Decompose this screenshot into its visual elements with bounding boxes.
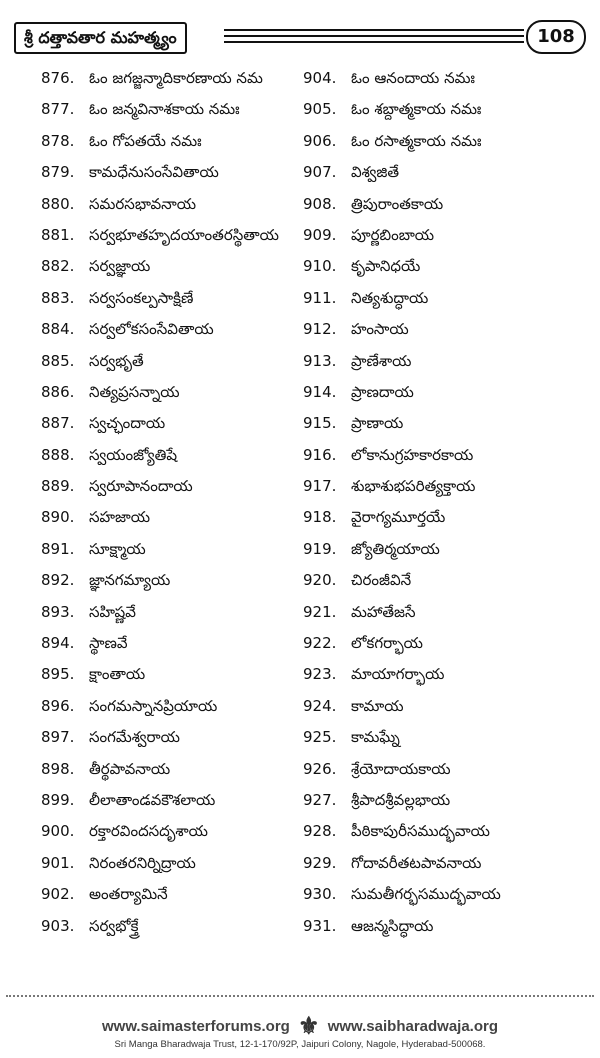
entry-number: 876. xyxy=(41,69,75,87)
entry-text: కామధేనుసంసేవితాయ xyxy=(89,163,219,182)
entry-text: ఓం గోపతయే నమః xyxy=(89,131,202,150)
list-row xyxy=(0,377,600,408)
list-row xyxy=(0,565,600,596)
header-rule xyxy=(224,35,524,37)
page-footer xyxy=(0,1012,600,1050)
entry-text: విశ్వజితే xyxy=(351,163,400,182)
website-link-left[interactable]: www.saimasterforums.org xyxy=(101,1018,290,1035)
entry-number: 922. xyxy=(303,634,337,653)
list-row xyxy=(0,848,600,879)
list-row xyxy=(0,911,600,942)
list-row xyxy=(0,189,600,220)
entry-text: ఓం శబ్దాత్మకాయ నమః xyxy=(351,100,482,119)
entry-text: ప్రాణదాయ xyxy=(351,382,414,401)
name-entry xyxy=(41,659,299,690)
entry-number: 910. xyxy=(303,257,337,276)
entry-text: శ్రీపాదశ్రీవల్లభాయ xyxy=(351,790,451,809)
entry-text: కృపానిధయే xyxy=(351,257,421,276)
entry-number: 921. xyxy=(303,602,337,621)
entry-text: పీఠికాపురీసముద్భవాయ xyxy=(351,822,490,841)
entry-text: శుభాశుభపరిత్యక్తాయ xyxy=(351,477,476,496)
entry-number: 919. xyxy=(303,539,337,558)
names-list xyxy=(0,63,600,942)
name-entry xyxy=(41,283,299,314)
list-row xyxy=(0,408,600,439)
entry-text: జ్యోతిర్మయాయ xyxy=(351,539,440,558)
entry-number: 889. xyxy=(41,477,75,496)
name-entry xyxy=(41,911,299,942)
entry-text: నిత్యశుద్ధాయ xyxy=(351,288,429,307)
entry-text: నిత్యప్రసన్నాయ xyxy=(89,382,180,401)
name-entry xyxy=(303,346,593,377)
entry-text: శ్రేయోదాయకాయ xyxy=(351,759,451,778)
list-row xyxy=(0,346,600,377)
name-entry xyxy=(303,283,593,314)
name-entry xyxy=(303,94,593,125)
entry-number: 929. xyxy=(303,853,337,872)
entry-text: సర్వభోక్త్రే xyxy=(89,916,139,935)
name-entry xyxy=(41,440,299,471)
name-entry xyxy=(41,314,299,345)
name-entry xyxy=(41,157,299,188)
entry-text: ఆజన్మసిద్ధాయ xyxy=(351,916,434,935)
entry-text: అంతర్యామినే xyxy=(89,885,168,904)
entry-number: 877. xyxy=(41,100,75,119)
entry-text: ప్రాణాయ xyxy=(351,414,404,433)
entry-text: నిరంతరనిర్నిద్రాయ xyxy=(89,853,196,872)
name-entry xyxy=(41,722,299,753)
entry-text: వైరాగ్యమూర్తయే xyxy=(351,508,446,527)
name-entry xyxy=(41,63,299,94)
entry-text: కామాయ xyxy=(351,696,404,715)
header-rule xyxy=(224,29,524,31)
name-entry xyxy=(303,440,593,471)
entry-number: 897. xyxy=(41,728,75,747)
entry-text: ఓం రసాత్మకాయ నమః xyxy=(351,131,482,150)
entry-number: 916. xyxy=(303,445,337,464)
entry-number: 901. xyxy=(41,853,75,872)
name-entry xyxy=(303,816,593,847)
entry-number: 925. xyxy=(303,728,337,747)
list-row xyxy=(0,628,600,659)
page-title: శ్రీ దత్తావతార మహత్మ్యం xyxy=(14,22,187,54)
name-entry xyxy=(41,94,299,125)
entry-text: గోదావరీతటపావనాయ xyxy=(351,853,482,872)
list-row xyxy=(0,220,600,251)
entry-number: 914. xyxy=(303,382,337,401)
website-link-right[interactable]: www.saibharadwaja.org xyxy=(327,1018,499,1035)
entry-text: స్వచ్ఛందాయ xyxy=(89,414,166,433)
name-entry xyxy=(303,189,593,220)
name-entry xyxy=(303,848,593,879)
entry-text: సర్వసంకల్పసాక్షిణే xyxy=(89,288,194,307)
entry-text: స్థాణవే xyxy=(89,634,128,653)
entry-text: ప్రాణేశాయ xyxy=(351,351,412,370)
entry-number: 918. xyxy=(303,508,337,527)
page-number: 108 xyxy=(526,20,586,54)
entry-number: 924. xyxy=(303,696,337,715)
entry-number: 886. xyxy=(41,382,75,401)
trust-address: Sri Manga Bharadwaja Trust, 12-1-170/92P, Jaipuri Colony, Nagole, Hyderabad-500068. xyxy=(114,1039,486,1050)
entry-number: 905. xyxy=(303,100,337,119)
entry-text: ఓం జన్మవినాశకాయ నమః xyxy=(89,100,240,119)
entry-number: 900. xyxy=(41,822,75,841)
entry-number: 888. xyxy=(41,445,75,464)
name-entry xyxy=(41,534,299,565)
entry-number: 896. xyxy=(41,696,75,715)
entry-number: 920. xyxy=(303,571,337,590)
footer-divider xyxy=(6,995,594,997)
name-entry xyxy=(303,879,593,910)
name-entry xyxy=(303,911,593,942)
name-entry xyxy=(41,785,299,816)
name-entry xyxy=(41,754,299,785)
entry-text: మహాతేజసే xyxy=(351,602,416,621)
entry-text: ఓం ఆనందాయ నమః xyxy=(351,69,475,87)
name-entry xyxy=(303,597,593,628)
name-entry xyxy=(41,628,299,659)
name-entry xyxy=(303,471,593,502)
list-row xyxy=(0,691,600,722)
name-entry xyxy=(303,534,593,565)
entry-text: సంగమస్నానప్రియాయ xyxy=(89,696,218,715)
entry-text: సర్వజ్ఞాయ xyxy=(89,257,151,276)
entry-number: 892. xyxy=(41,571,75,590)
entry-text: మాయాగర్భాయ xyxy=(351,665,445,684)
list-row xyxy=(0,283,600,314)
entry-text: స్వరూపానందాయ xyxy=(89,477,193,496)
name-entry xyxy=(303,157,593,188)
entry-text: సర్వభృతే xyxy=(89,351,144,370)
name-entry xyxy=(303,722,593,753)
entry-number: 915. xyxy=(303,414,337,433)
name-entry xyxy=(303,502,593,533)
name-entry xyxy=(303,628,593,659)
list-row xyxy=(0,754,600,785)
name-entry xyxy=(303,220,593,251)
entry-number: 907. xyxy=(303,163,337,182)
entry-text: సంగమేశ్వరాయ xyxy=(89,728,180,747)
name-entry xyxy=(41,126,299,157)
fleur-de-lis-icon: ⚜ xyxy=(298,1013,320,1040)
name-entry xyxy=(303,785,593,816)
entry-number: 913. xyxy=(303,351,337,370)
entry-text: ఓం జగజ్జన్మాదికారణాయ నమ xyxy=(89,69,263,87)
name-entry xyxy=(303,314,593,345)
entry-text: తీర్థపావనాయ xyxy=(89,759,171,778)
entry-number: 906. xyxy=(303,131,337,150)
list-row xyxy=(0,816,600,847)
name-entry xyxy=(303,63,593,94)
list-row xyxy=(0,251,600,282)
list-row xyxy=(0,126,600,157)
list-row xyxy=(0,502,600,533)
name-entry xyxy=(41,848,299,879)
entry-number: 927. xyxy=(303,790,337,809)
entry-number: 883. xyxy=(41,288,75,307)
list-row xyxy=(0,659,600,690)
list-row xyxy=(0,722,600,753)
name-entry xyxy=(41,220,299,251)
entry-number: 902. xyxy=(41,885,75,904)
list-row xyxy=(0,597,600,628)
list-row xyxy=(0,314,600,345)
entry-number: 882. xyxy=(41,257,75,276)
entry-text: చిరంజీవినే xyxy=(351,571,412,590)
entry-text: జ్ఞానగమ్యాయ xyxy=(89,571,171,590)
entry-text: సర్వభూతహృదయాంతరస్థితాయ xyxy=(89,225,279,244)
entry-number: 878. xyxy=(41,131,75,150)
name-entry xyxy=(41,189,299,220)
entry-text: రక్తారవిందసదృశాయ xyxy=(89,822,208,841)
list-row xyxy=(0,63,600,94)
list-row xyxy=(0,440,600,471)
entry-number: 880. xyxy=(41,194,75,213)
name-entry xyxy=(41,691,299,722)
entry-text: సర్వలోకసంసేవితాయ xyxy=(89,320,214,339)
entry-text: పూర్ణబింబాయ xyxy=(351,225,435,244)
name-entry xyxy=(41,346,299,377)
entry-number: 930. xyxy=(303,885,337,904)
list-row xyxy=(0,94,600,125)
entry-text: క్షాంతాయ xyxy=(89,665,146,684)
name-entry xyxy=(303,754,593,785)
name-entry xyxy=(303,659,593,690)
name-entry xyxy=(41,565,299,596)
list-row xyxy=(0,785,600,816)
entry-number: 891. xyxy=(41,539,75,558)
list-row xyxy=(0,534,600,565)
entry-number: 895. xyxy=(41,665,75,684)
entry-text: సూక్ష్మాయ xyxy=(89,539,146,558)
entry-number: 893. xyxy=(41,602,75,621)
entry-number: 885. xyxy=(41,351,75,370)
name-entry xyxy=(303,251,593,282)
name-entry xyxy=(41,816,299,847)
list-row xyxy=(0,879,600,910)
entry-text: కామఘ్నే xyxy=(351,728,400,747)
entry-text: సహిష్ణవే xyxy=(89,602,136,621)
name-entry xyxy=(303,691,593,722)
name-entry xyxy=(303,408,593,439)
header-rule xyxy=(224,41,524,43)
name-entry xyxy=(41,251,299,282)
entry-number: 931. xyxy=(303,916,337,935)
name-entry xyxy=(41,502,299,533)
name-entry xyxy=(41,377,299,408)
entry-number: 887. xyxy=(41,414,75,433)
name-entry xyxy=(303,377,593,408)
entry-number: 923. xyxy=(303,665,337,684)
list-row xyxy=(0,157,600,188)
entry-number: 890. xyxy=(41,508,75,527)
entry-number: 909. xyxy=(303,225,337,244)
entry-text: స్వయంజ్యోతిషే xyxy=(89,445,178,464)
page-header xyxy=(14,20,586,54)
name-entry xyxy=(41,471,299,502)
entry-number: 912. xyxy=(303,320,337,339)
entry-text: హంసాయ xyxy=(351,320,409,339)
entry-text: సమరసభావనాయ xyxy=(89,194,196,213)
entry-number: 903. xyxy=(41,916,75,935)
entry-number: 911. xyxy=(303,288,337,307)
entry-number: 926. xyxy=(303,759,337,778)
entry-number: 904. xyxy=(303,69,337,87)
entry-text: లోకగర్భాయ xyxy=(351,634,423,653)
entry-text: సుమతీగర్భసముద్భవాయ xyxy=(351,885,501,904)
entry-number: 908. xyxy=(303,194,337,213)
entry-number: 894. xyxy=(41,634,75,653)
entry-number: 879. xyxy=(41,163,75,182)
entry-number: 928. xyxy=(303,822,337,841)
entry-number: 884. xyxy=(41,320,75,339)
entry-number: 881. xyxy=(41,225,75,244)
name-entry xyxy=(303,126,593,157)
entry-text: లోకానుగ్రహకారకాయ xyxy=(351,445,474,464)
name-entry xyxy=(41,597,299,628)
name-entry xyxy=(303,565,593,596)
name-entry xyxy=(41,408,299,439)
entry-text: త్రిపురాంతకాయ xyxy=(351,194,444,213)
entry-text: లీలాతాండవకౌశలాయ xyxy=(89,790,216,809)
list-row xyxy=(0,471,600,502)
entry-number: 899. xyxy=(41,790,75,809)
entry-text: సహజాయ xyxy=(89,508,151,527)
name-entry xyxy=(41,879,299,910)
entry-number: 917. xyxy=(303,477,337,496)
entry-number: 898. xyxy=(41,759,75,778)
